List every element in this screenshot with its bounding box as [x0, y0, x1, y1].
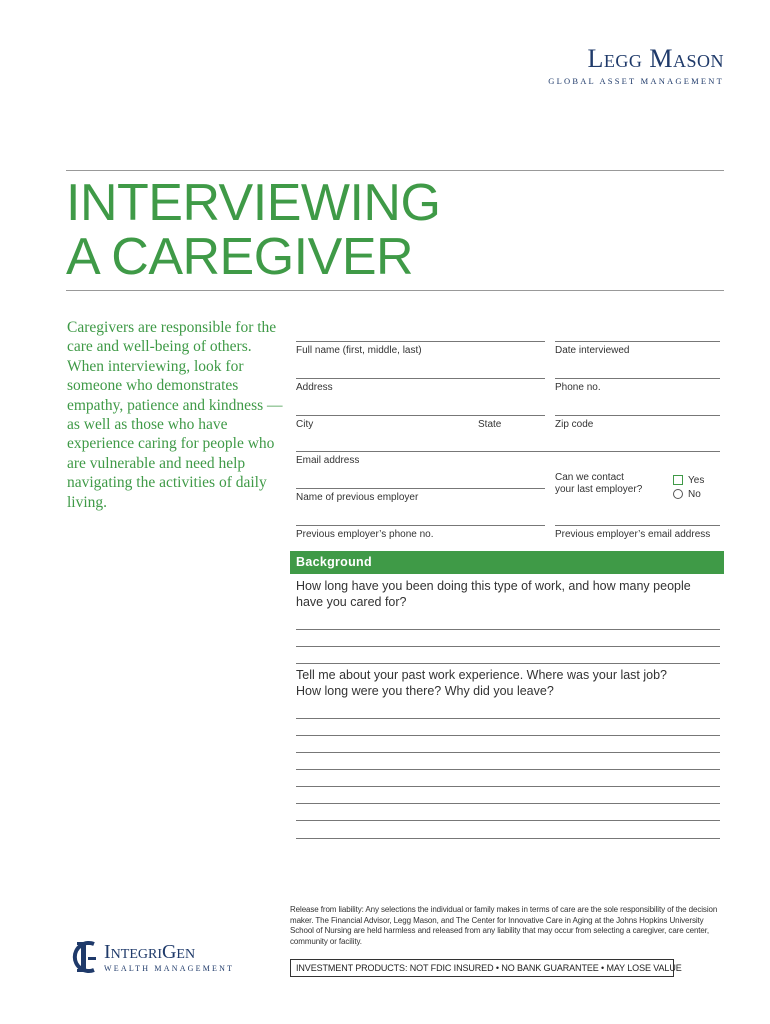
investment-disclaimer: INVESTMENT PRODUCTS: NOT FDIC INSURED • NO BANK GUARANTEE • MAY LOSE VALUE [290, 959, 674, 977]
full-name-label: Full name (first, middle, last) [296, 345, 422, 356]
background-section-header: Background [290, 551, 724, 574]
page-title-line1: INTERVIEWING [66, 174, 441, 232]
answer-line[interactable] [296, 646, 720, 647]
phone-field[interactable] [555, 378, 720, 393]
integrigen-brand: IntegriGen [104, 940, 196, 963]
prev-employer-label: Name of previous employer [296, 492, 419, 503]
question-2-line1: Tell me about your past work experience. Where was your last job? [296, 668, 668, 682]
answer-line[interactable] [296, 629, 720, 630]
date-interviewed-field[interactable] [555, 341, 720, 356]
release-of-liability: Release from liability: Any selections the individual or family makes in terms of care are the sole responsibility of the decision maker. The Financial Advisor, Legg Mason, and The Center for Innovative Care in Aging at the Johns Hopkins University School of Nursing are held harmless and released from any liability that may occur from selecting a caregiver, care center, community or facility. [290, 905, 718, 946]
no-option[interactable] [673, 487, 704, 501]
integrigen-mark-icon [68, 938, 100, 976]
question-1 [296, 578, 716, 610]
legg-mason-tagline: GLOBAL ASSET MANAGEMENT [548, 76, 724, 86]
answer-line[interactable] [296, 838, 720, 839]
contact-employer-question [555, 472, 642, 496]
state-label: State [478, 419, 502, 430]
yes-checkbox[interactable] [673, 475, 683, 485]
top-divider [66, 170, 724, 171]
prev-email-label: Previous employer’s email address [555, 529, 711, 540]
city-field[interactable] [296, 415, 476, 430]
question-2 [296, 667, 716, 699]
integrigen-logo [68, 938, 234, 976]
address-label: Address [296, 382, 333, 393]
prev-employer-field[interactable] [296, 488, 545, 503]
phone-label: Phone no. [555, 382, 601, 393]
address-field[interactable] [296, 378, 545, 393]
yes-label: Yes [688, 474, 705, 486]
answer-line[interactable] [296, 786, 720, 787]
contact-question-line2: your last employer? [555, 484, 643, 495]
zip-field[interactable] [555, 415, 720, 430]
email-field[interactable] [296, 451, 720, 466]
answer-line[interactable] [296, 752, 720, 753]
question-2-line2: How long were you there? Why did you leave? [296, 684, 554, 698]
answer-line[interactable] [296, 663, 720, 664]
prev-phone-label: Previous employer’s phone no. [296, 529, 434, 540]
prev-email-field[interactable] [555, 525, 720, 540]
date-interviewed-label: Date interviewed [555, 345, 630, 356]
contact-question-line1: Can we contact [555, 472, 624, 483]
page-title [66, 176, 440, 284]
email-label: Email address [296, 455, 360, 466]
title-divider [66, 290, 724, 291]
zip-label: Zip code [555, 419, 594, 430]
answer-line[interactable] [296, 718, 720, 719]
prev-phone-field[interactable] [296, 525, 545, 540]
answer-line[interactable] [296, 820, 720, 821]
answer-line[interactable] [296, 735, 720, 736]
state-field[interactable] [476, 415, 545, 430]
no-radio[interactable] [673, 489, 683, 499]
full-name-field[interactable] [296, 341, 545, 356]
no-label: No [688, 488, 701, 500]
question-1-line2: have you cared for? [296, 595, 407, 609]
legg-mason-logo [548, 46, 724, 86]
city-label: City [296, 419, 314, 430]
answer-line[interactable] [296, 769, 720, 770]
yes-option[interactable] [673, 473, 704, 487]
contact-employer-options [673, 473, 704, 501]
legg-mason-brand: Legg Mason [587, 44, 724, 73]
question-1-line1: How long have you been doing this type of work, and how many people [296, 579, 691, 593]
integrigen-tagline: WEALTH MANAGEMENT [104, 963, 235, 973]
intro-text: Caregivers are responsible for the care and well-being of others. When interviewing, look for someone who demonstrates empathy, patience and kindness — as well as those who have experience caring for people who are vulnerable and need help navigating the activities of daily living. [67, 319, 283, 511]
page-title-line2: A CAREGIVER [66, 228, 414, 286]
answer-line[interactable] [296, 803, 720, 804]
